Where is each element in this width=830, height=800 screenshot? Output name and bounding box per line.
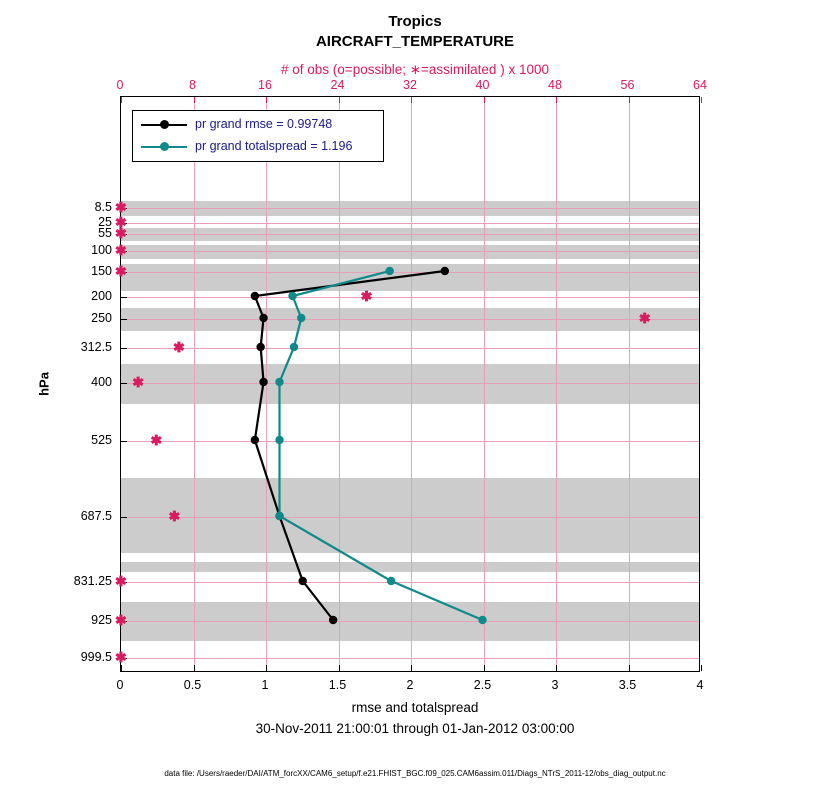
x-tick-mark-bottom <box>121 665 122 671</box>
y-tick-label: 8.5 <box>94 200 112 214</box>
plot-area <box>120 96 700 672</box>
v-gridline <box>266 97 267 671</box>
y-tick-label: 150 <box>91 264 112 278</box>
level-band <box>121 562 699 572</box>
y-tick-mark <box>121 319 127 320</box>
y-tick-mark <box>121 297 127 298</box>
x-tick-mark-bottom <box>556 665 557 671</box>
x-tick-label-bottom: 0 <box>116 678 124 692</box>
x-tick-mark-bottom <box>194 665 195 671</box>
y-tick-label: 25 <box>98 215 112 229</box>
x-tick-label-bottom: 1 <box>261 678 269 692</box>
x-tick-mark-bottom <box>266 665 267 671</box>
h-gridline <box>121 234 699 235</box>
y-tick-mark <box>121 208 127 209</box>
x-tick-label-bottom: 3 <box>551 678 559 692</box>
h-gridline <box>121 517 699 518</box>
x-tick-mark-top <box>556 97 557 103</box>
y-tick-label: 312.5 <box>80 340 112 354</box>
x-tick-mark-top <box>701 97 702 103</box>
y-tick-mark <box>121 348 127 349</box>
y-axis-label: hPa <box>36 372 52 396</box>
v-gridline <box>339 97 340 671</box>
legend-marker-totalspread <box>160 142 169 151</box>
x-tick-label-top: 0 <box>116 78 124 92</box>
x-tick-label-bottom: 3.5 <box>618 678 637 692</box>
x-tick-mark-top <box>194 97 195 103</box>
y-tick-label: 687.5 <box>80 509 112 523</box>
data-file-label: data file: /Users/raeder/DAI/ATM_forcXX/CAM6_setup/f.e21.FHIST_BGC.f09_025.CAM6assim.011/Diags_NTrS_2011-12/obs_diag_output.nc <box>164 769 666 778</box>
y-tick-label: 400 <box>91 375 112 389</box>
x-tick-mark-bottom <box>701 665 702 671</box>
x-axis-label: rmse and totalspread <box>351 700 479 715</box>
h-gridline <box>121 251 699 252</box>
v-gridline <box>411 97 412 671</box>
x-tick-label-bottom: 2.5 <box>473 678 492 692</box>
legend-item-totalspread <box>133 136 383 158</box>
x-tick-label-top: 8 <box>189 78 196 92</box>
y-tick-mark <box>121 234 127 235</box>
h-gridline <box>121 658 699 659</box>
y-tick-label: 925 <box>91 613 112 627</box>
x-tick-label-bottom: 4 <box>696 678 704 692</box>
h-gridline <box>121 319 699 320</box>
x-tick-mark-top <box>629 97 630 103</box>
y-tick-label: 525 <box>91 433 112 447</box>
h-gridline <box>121 223 699 224</box>
h-gridline <box>121 272 699 273</box>
v-gridline <box>629 97 630 671</box>
y-tick-label: 100 <box>91 243 112 257</box>
v-gridline <box>194 97 195 671</box>
date-range-label: 30-Nov-2011 21:00:01 through 01-Jan-2012 03:00:00 <box>255 721 575 736</box>
x-tick-mark-bottom <box>339 665 340 671</box>
x-tick-mark-top <box>484 97 485 103</box>
y-tick-mark <box>121 621 127 622</box>
x-tick-label-bottom: 1.5 <box>328 678 347 692</box>
y-tick-label: 999.5 <box>80 650 112 664</box>
legend-marker-rmse <box>160 120 169 129</box>
h-gridline <box>121 582 699 583</box>
h-gridline <box>121 441 699 442</box>
x-tick-label-top: 56 <box>620 78 635 92</box>
x-tick-mark-bottom <box>411 665 412 671</box>
top-axis-title: # of obs (o=possible; ∗=assimilated ) x 1000 <box>281 62 549 77</box>
y-tick-mark <box>121 658 127 659</box>
level-band <box>121 364 699 404</box>
x-tick-mark-top <box>266 97 267 103</box>
h-gridline <box>121 297 699 298</box>
chart-title-variable: AIRCRAFT_TEMPERATURE <box>315 33 515 50</box>
legend-label-totalspread: pr grand totalspread = 1.196 <box>195 139 353 153</box>
x-tick-label-top: 24 <box>330 78 345 92</box>
y-tick-mark <box>121 223 127 224</box>
chart-title-region: Tropics <box>388 13 442 30</box>
y-tick-label: 831.25 <box>73 574 112 588</box>
y-tick-mark <box>121 251 127 252</box>
x-tick-label-top: 48 <box>548 78 562 92</box>
x-tick-mark-top <box>339 97 340 103</box>
x-tick-mark-bottom <box>629 665 630 671</box>
x-tick-label-top: 16 <box>258 78 272 92</box>
x-tick-label-top: 64 <box>693 78 707 92</box>
x-tick-label-bottom: 0.5 <box>183 678 202 692</box>
y-tick-label: 250 <box>91 311 112 325</box>
legend-label-rmse: pr grand rmse = 0.99748 <box>195 117 333 131</box>
x-tick-mark-bottom <box>484 665 485 671</box>
y-tick-mark <box>121 517 127 518</box>
y-tick-label: 200 <box>91 289 112 303</box>
h-gridline <box>121 348 699 349</box>
level-band <box>121 264 699 291</box>
y-tick-label: 55 <box>98 226 112 240</box>
x-tick-label-top: 32 <box>403 78 417 92</box>
level-band <box>121 245 699 259</box>
h-gridline <box>121 383 699 384</box>
v-gridline <box>556 97 557 671</box>
x-tick-label-top: 40 <box>475 78 490 92</box>
legend <box>132 110 384 162</box>
h-gridline <box>121 208 699 209</box>
y-tick-mark <box>121 383 127 384</box>
y-tick-mark <box>121 272 127 273</box>
v-gridline <box>484 97 485 671</box>
level-band <box>121 478 699 553</box>
y-tick-mark <box>121 441 127 442</box>
x-tick-mark-top <box>121 97 122 103</box>
legend-item-rmse <box>133 114 383 136</box>
x-tick-label-bottom: 2 <box>406 678 414 692</box>
x-tick-mark-top <box>411 97 412 103</box>
h-gridline <box>121 621 699 622</box>
y-tick-mark <box>121 582 127 583</box>
